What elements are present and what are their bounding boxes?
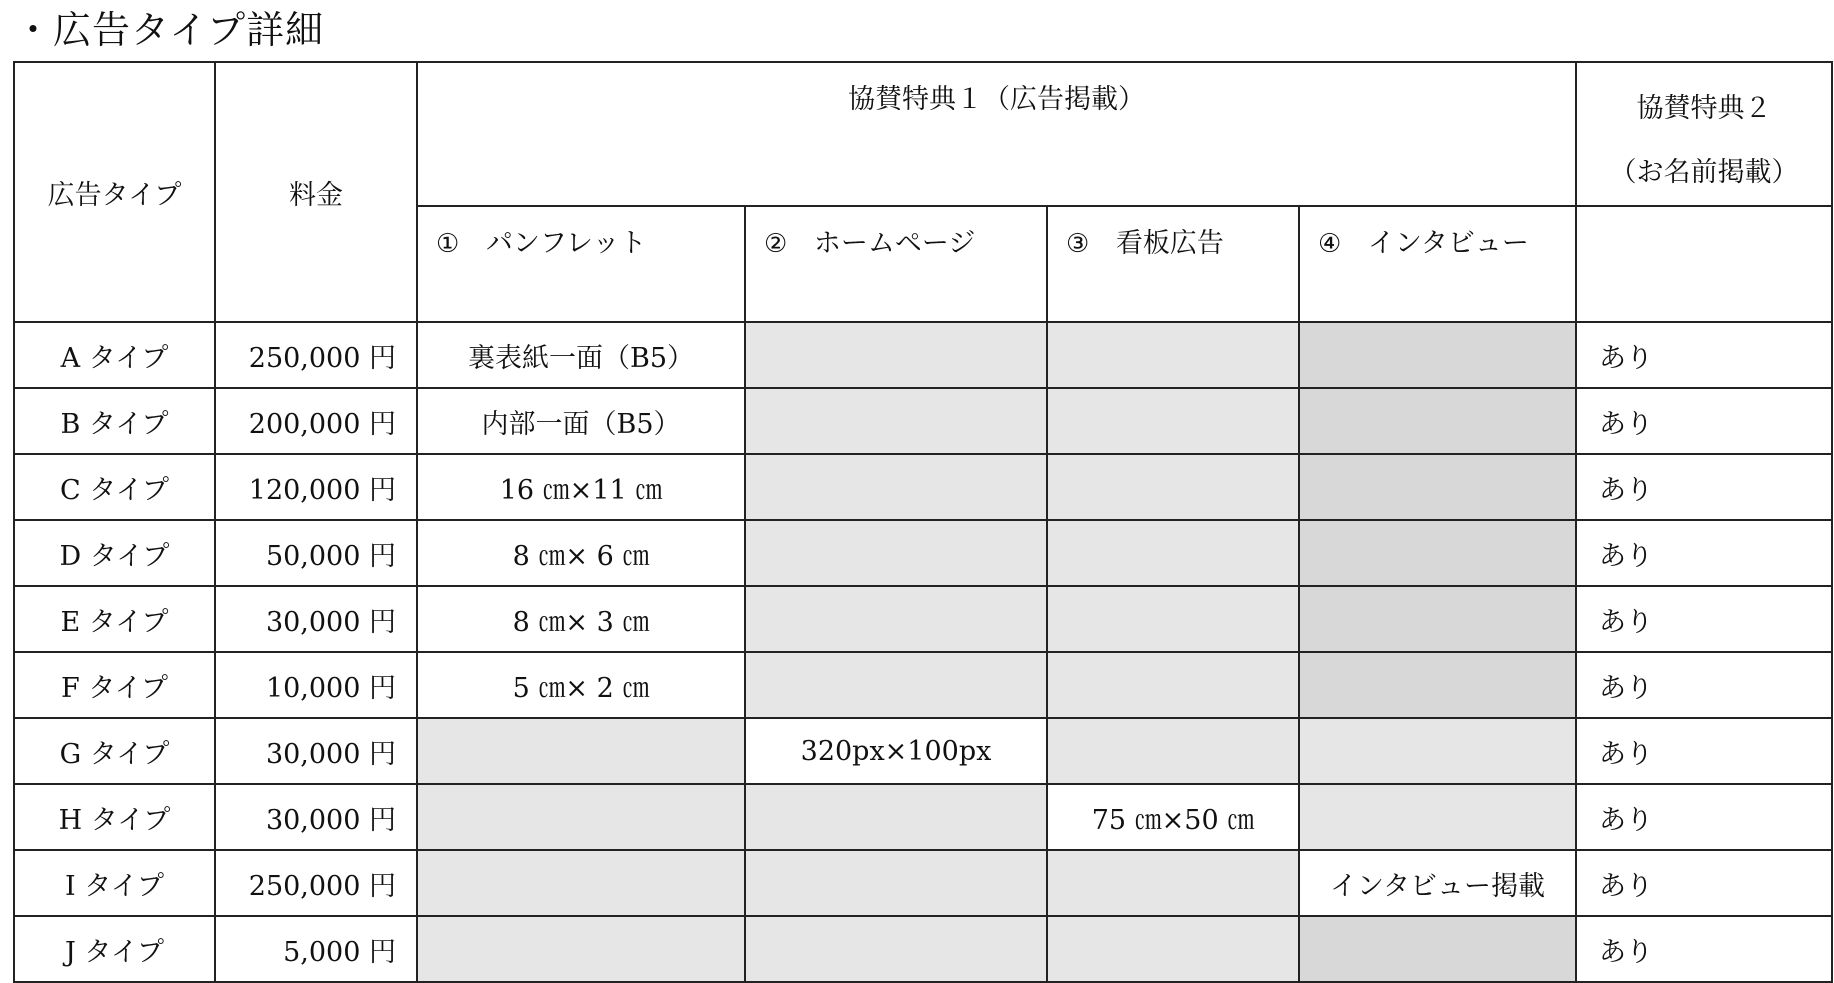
cell-homepage bbox=[745, 454, 1047, 520]
cell-name-listing: あり bbox=[1576, 916, 1832, 982]
table-row bbox=[14, 586, 1832, 652]
cell-name-listing: あり bbox=[1576, 388, 1832, 454]
cell-name-listing: あり bbox=[1576, 520, 1832, 586]
cell-signboard bbox=[1047, 916, 1299, 982]
cell-interview bbox=[1299, 322, 1576, 388]
cell-interview bbox=[1299, 718, 1576, 784]
cell-ad-type: A タイプ bbox=[14, 322, 215, 388]
cell-name-listing: あり bbox=[1576, 850, 1832, 916]
cell-ad-type: G タイプ bbox=[14, 718, 215, 784]
cell-name-listing: あり bbox=[1576, 784, 1832, 850]
cell-homepage bbox=[745, 586, 1047, 652]
cell-interview bbox=[1299, 652, 1576, 718]
cell-ad-type: J タイプ bbox=[14, 916, 215, 982]
cell-price: 5,000 円 bbox=[215, 916, 417, 982]
cell-price: 30,000 円 bbox=[215, 586, 417, 652]
cell-ad-type: F タイプ bbox=[14, 652, 215, 718]
cell-signboard bbox=[1047, 454, 1299, 520]
table-row bbox=[14, 520, 1832, 586]
table-row bbox=[14, 388, 1832, 454]
cell-homepage bbox=[745, 652, 1047, 718]
cell-ad-type: H タイプ bbox=[14, 784, 215, 850]
cell-signboard bbox=[1047, 388, 1299, 454]
cell-interview: インタビュー掲載 bbox=[1299, 850, 1576, 916]
cell-interview bbox=[1299, 916, 1576, 982]
cell-ad-type: D タイプ bbox=[14, 520, 215, 586]
header-homepage-label: ホームページ bbox=[813, 228, 976, 259]
cell-signboard bbox=[1047, 586, 1299, 652]
ad-type-table bbox=[13, 61, 1833, 983]
cell-signboard bbox=[1047, 652, 1299, 718]
table-row bbox=[14, 718, 1832, 784]
cell-name-listing: あり bbox=[1576, 322, 1832, 388]
cell-signboard bbox=[1047, 520, 1299, 586]
header-pamphlet bbox=[417, 206, 745, 322]
cell-signboard bbox=[1047, 850, 1299, 916]
cell-name-listing: あり bbox=[1576, 652, 1832, 718]
cell-price: 120,000 円 bbox=[215, 454, 417, 520]
cell-interview bbox=[1299, 388, 1576, 454]
cell-pamphlet: 8 ㎝× 6 ㎝ bbox=[417, 520, 745, 586]
cell-homepage bbox=[745, 916, 1047, 982]
table-row bbox=[14, 784, 1832, 850]
cell-price: 30,000 円 bbox=[215, 718, 417, 784]
table-row bbox=[14, 916, 1832, 982]
cell-pamphlet: 8 ㎝× 3 ㎝ bbox=[417, 586, 745, 652]
number-4: ④ bbox=[1318, 229, 1342, 259]
cell-name-listing: あり bbox=[1576, 454, 1832, 520]
cell-interview bbox=[1299, 784, 1576, 850]
table-row bbox=[14, 850, 1832, 916]
header-benefit1: 協賛特典１（広告掲載） bbox=[417, 62, 1576, 206]
cell-signboard bbox=[1047, 718, 1299, 784]
cell-pamphlet bbox=[417, 916, 745, 982]
cell-price: 250,000 円 bbox=[215, 322, 417, 388]
cell-price: 30,000 円 bbox=[215, 784, 417, 850]
cell-signboard bbox=[1047, 322, 1299, 388]
cell-pamphlet bbox=[417, 718, 745, 784]
cell-ad-type: C タイプ bbox=[14, 454, 215, 520]
header-benefit2-line1: 協賛特典２ bbox=[1636, 93, 1772, 124]
cell-ad-type: E タイプ bbox=[14, 586, 215, 652]
header-interview bbox=[1299, 206, 1576, 322]
header-benefit2-blank bbox=[1576, 206, 1832, 322]
cell-homepage bbox=[745, 784, 1047, 850]
cell-homepage bbox=[745, 388, 1047, 454]
cell-signboard: 75 ㎝×50 ㎝ bbox=[1047, 784, 1299, 850]
cell-interview bbox=[1299, 520, 1576, 586]
cell-pamphlet: 裏表紙一面（B5） bbox=[417, 322, 745, 388]
number-1: ① bbox=[436, 229, 460, 259]
header-row-1 bbox=[14, 62, 1832, 206]
cell-homepage bbox=[745, 850, 1047, 916]
header-benefit2 bbox=[1576, 62, 1832, 206]
table-row bbox=[14, 454, 1832, 520]
table-row bbox=[14, 322, 1832, 388]
cell-pamphlet: 16 ㎝×11 ㎝ bbox=[417, 454, 745, 520]
page-heading: ・広告タイプ詳細 bbox=[14, 8, 325, 52]
header-benefit2-line2: （お名前掲載） bbox=[1609, 157, 1799, 188]
header-pamphlet-label: パンフレット bbox=[485, 228, 647, 259]
table-row bbox=[14, 652, 1832, 718]
cell-ad-type: B タイプ bbox=[14, 388, 215, 454]
header-signboard bbox=[1047, 206, 1299, 322]
cell-pamphlet: 内部一面（B5） bbox=[417, 388, 745, 454]
cell-price: 250,000 円 bbox=[215, 850, 417, 916]
cell-pamphlet bbox=[417, 850, 745, 916]
cell-ad-type: I タイプ bbox=[14, 850, 215, 916]
cell-price: 50,000 円 bbox=[215, 520, 417, 586]
cell-pamphlet bbox=[417, 784, 745, 850]
cell-price: 200,000 円 bbox=[215, 388, 417, 454]
header-signboard-label: 看板広告 bbox=[1115, 228, 1224, 259]
cell-homepage bbox=[745, 520, 1047, 586]
cell-interview bbox=[1299, 586, 1576, 652]
cell-homepage: 320px×100px bbox=[745, 718, 1047, 784]
header-price: 料金 bbox=[215, 62, 417, 322]
number-3: ③ bbox=[1066, 229, 1090, 259]
header-ad-type: 広告タイプ bbox=[14, 62, 215, 322]
cell-price: 10,000 円 bbox=[215, 652, 417, 718]
number-2: ② bbox=[764, 229, 788, 259]
cell-name-listing: あり bbox=[1576, 586, 1832, 652]
cell-name-listing: あり bbox=[1576, 718, 1832, 784]
cell-homepage bbox=[745, 322, 1047, 388]
header-interview-label: インタビュー bbox=[1367, 228, 1529, 259]
header-homepage bbox=[745, 206, 1047, 322]
cell-pamphlet: 5 ㎝× 2 ㎝ bbox=[417, 652, 745, 718]
cell-interview bbox=[1299, 454, 1576, 520]
